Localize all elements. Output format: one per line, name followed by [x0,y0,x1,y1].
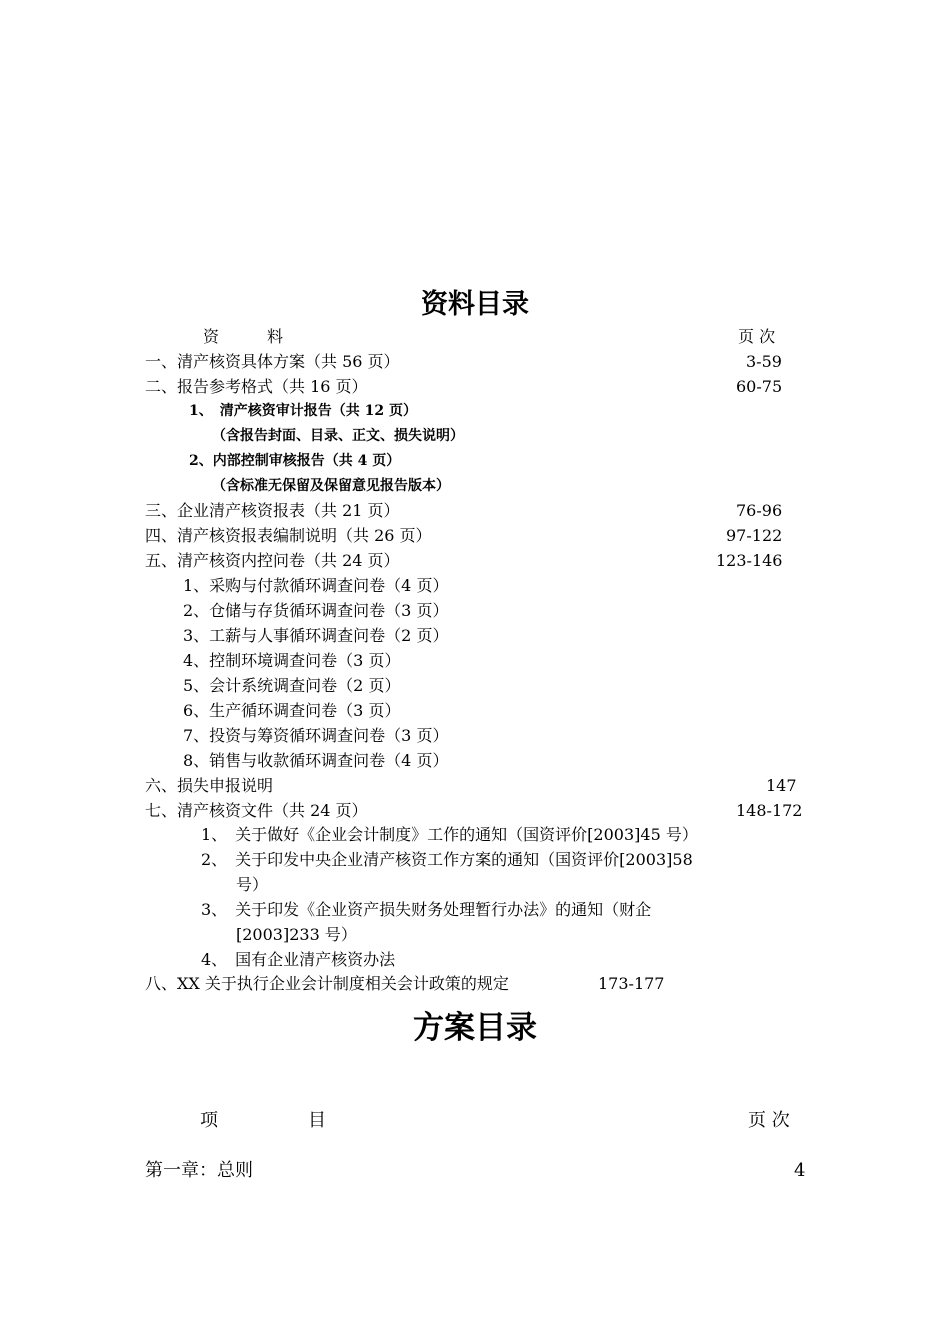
toc-item-text: 六、损失申报说明 [145,776,274,795]
toc-subitem-text: 5、会计系统调查问卷（2 页） [183,676,401,695]
toc-subitem-continuation [0,922,950,947]
toc-item [0,971,950,996]
toc-item-text: 四、清产核资报表编制说明（共 26 页） [145,526,432,545]
toc-item-page: 123-146 [716,551,783,570]
toc-item-text: 一、清产核资具体方案（共 56 页） [145,352,400,371]
toc-subitem-text: 4、控制环境调查问卷（3 页） [183,651,401,670]
toc-item [0,498,950,523]
toc-header-row [0,324,950,349]
toc-item-page: 148-172 [736,801,803,820]
toc-subitem-text: 8、销售与收款循环调查问卷（4 页） [183,751,449,770]
toc-subitem [0,623,950,648]
toc-subitem-text: 2、仓储与存货循环调查问卷（3 页） [183,601,449,620]
toc-item-text: 五、清产核资内控问卷（共 24 页） [145,551,400,570]
column-material-label: 资 料 [203,327,284,346]
toc-subitem-text: 3、工薪与人事循环调查问卷（2 页） [183,626,449,645]
chapter-title: 第一章：总则 [145,1160,253,1181]
toc-item-page: 76-96 [736,501,783,520]
toc-subitem-text: 号） [236,875,269,894]
plan-toc-title: 方案目录 [413,1010,537,1046]
toc-subitem-text: 1、 关于做好《企业会计制度》工作的通知（国资评价[2003]45 号） [201,825,698,844]
column-item-label: 项 目 [200,1110,326,1131]
column-page-label: 页 次 [738,327,776,346]
toc-subitem [0,748,950,773]
toc-subitem-note-text: （含标准无保留及保留意见报告版本） [212,478,450,494]
toc-subitem-text: [2003]233 号） [236,925,357,944]
toc-subitem [0,698,950,723]
toc-item-page: 3-59 [746,352,782,371]
toc-subitem-text: 4、 国有企业清产核资办法 [201,950,396,969]
toc-item [0,798,950,823]
toc-item-page: 173-177 [598,974,665,993]
toc-subitem [0,847,950,872]
toc-subitem-text: 1、 清产核资审计报告（共 12 页） [189,403,417,419]
toc-subitem [0,573,950,598]
toc-item-page: 147 [766,776,797,795]
column-page-label: 页 次 [748,1110,790,1131]
toc-subitem [0,723,950,748]
toc-subitem-text: 7、投资与筹资循环调查问卷（3 页） [183,726,449,745]
toc-subitem-note [0,474,950,499]
toc-item-page: 60-75 [736,377,783,396]
toc-item [0,773,950,798]
toc-subitem-continuation [0,872,950,897]
toc-item-text: 二、报告参考格式（共 16 页） [145,377,368,396]
toc-subitem-note-text: （含报告封面、目录、正文、损失说明） [212,428,464,444]
toc-item-text: 七、清产核资文件（共 24 页） [145,801,368,820]
toc-item [0,374,950,399]
toc-item-text: 三、企业清产核资报表（共 21 页） [145,501,400,520]
toc-item [0,349,950,374]
toc-subitem-text: 3、 关于印发《企业资产损失财务处理暂行办法》的通知（财企 [201,900,652,919]
toc-subitem [0,947,950,972]
toc-item [0,523,950,548]
toc-subitem [0,449,950,474]
plan-toc-header-row [0,1106,950,1136]
toc-subitem-note [0,424,950,449]
toc-subitem [0,648,950,673]
toc-item-page: 97-122 [726,526,783,545]
toc-item [0,548,950,573]
toc-subitem [0,897,950,922]
toc-subitem-text: 2、 关于印发中央企业清产核资工作方案的通知（国资评价[2003]58 [201,850,693,869]
toc-subitem-text: 2、内部控制审核报告（共 4 页） [189,453,401,469]
toc-subitem-text: 6、生产循环调查问卷（3 页） [183,701,401,720]
materials-toc-title: 资料目录 [421,289,529,320]
toc-subitem [0,673,950,698]
chapter-page: 4 [794,1160,806,1181]
toc-subitem [0,822,950,847]
toc-item-text: 八、XX 关于执行企业会计制度相关会计政策的规定 [145,974,509,993]
toc-subitem [0,598,950,623]
toc-subitem [0,399,950,424]
chapter-row [0,1156,950,1186]
toc-subitem-text: 1、采购与付款循环调查问卷（4 页） [183,576,449,595]
